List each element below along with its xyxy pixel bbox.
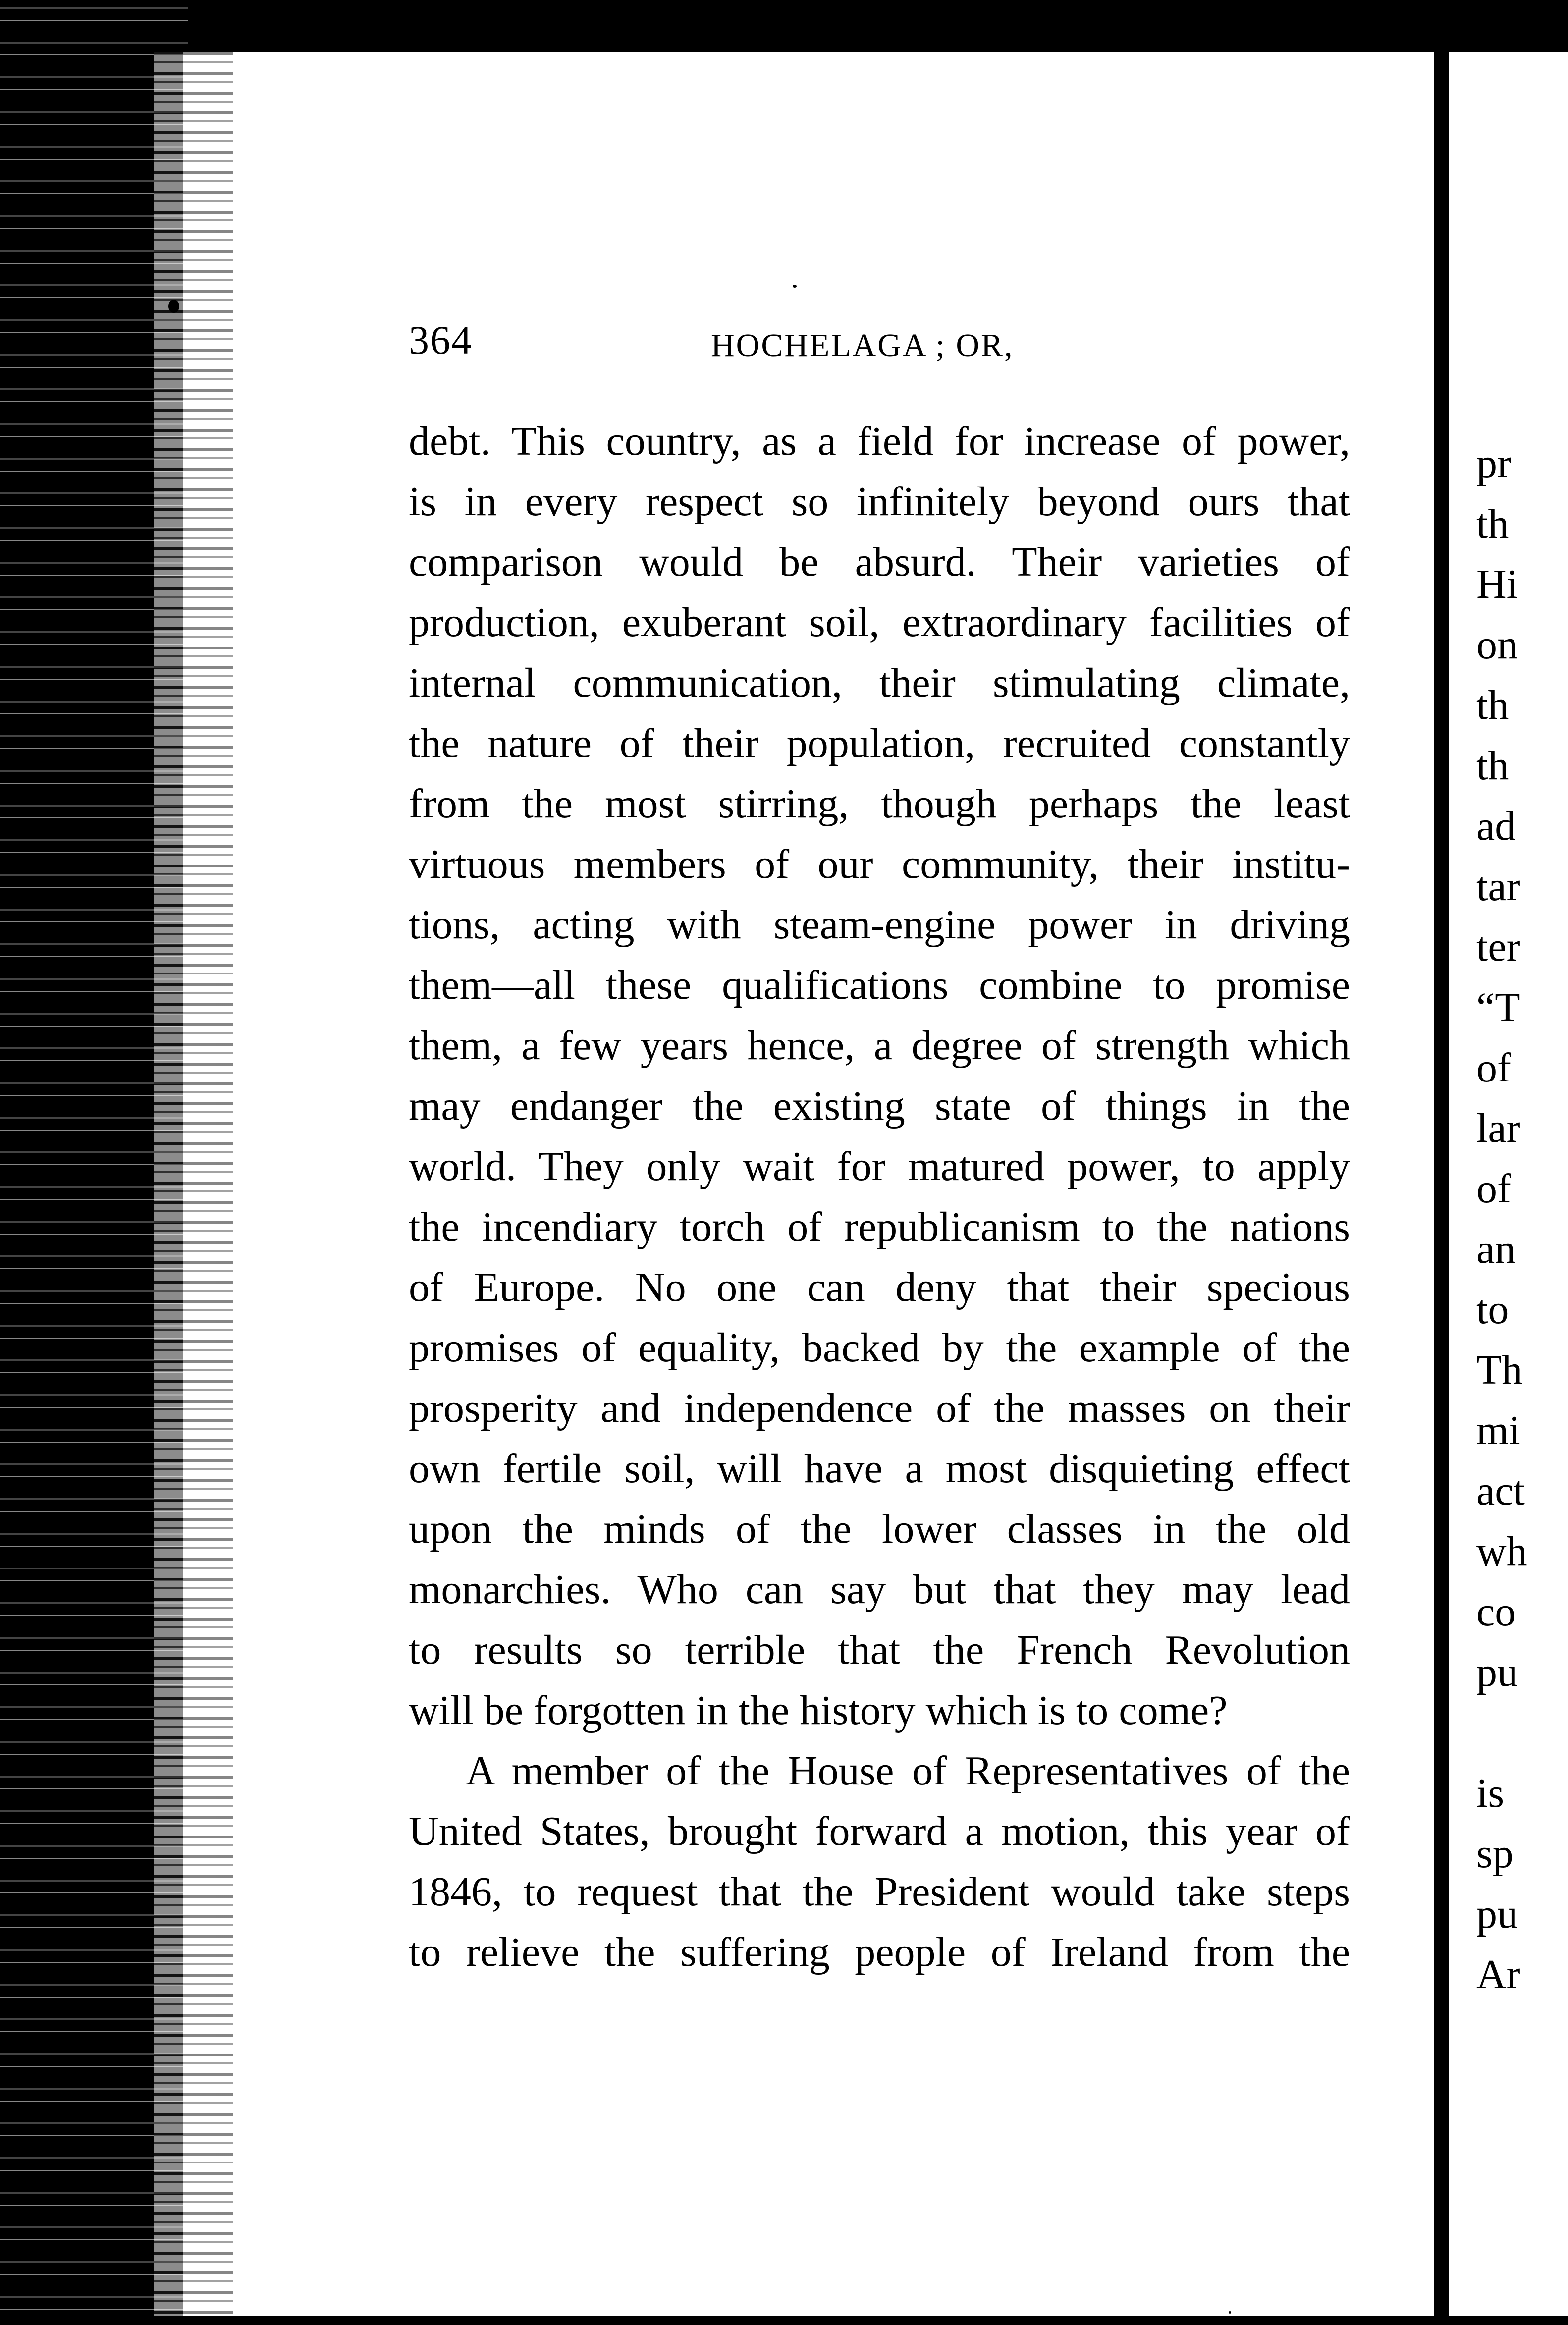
facing-text-fragment: “T — [1476, 984, 1520, 1030]
text-line: will be forgotten in the history which is to come? — [409, 1687, 1228, 1733]
text-line: monarchies. Who can say but that they may lead — [409, 1567, 1350, 1613]
facing-text-fragment: mi — [1476, 1407, 1520, 1454]
facing-text-fragment: pu — [1476, 1891, 1518, 1937]
facing-text-fragment: co — [1476, 1589, 1516, 1635]
facing-text-fragment: Th — [1476, 1347, 1523, 1393]
facing-text-fragment: th — [1476, 743, 1509, 789]
text-line: to results so terrible that the French Revolution — [409, 1627, 1350, 1673]
text-line: of Europe. No one can deny that their specious — [409, 1264, 1350, 1310]
text-line: production, exuberant soil, extraordinary facilities of — [409, 599, 1350, 646]
text-line: 1846, to request that the President would take steps — [409, 1869, 1350, 1915]
text-line: virtuous members of our community, their institu- — [409, 841, 1350, 887]
text-line: promises of equality, backed by the example of the — [409, 1325, 1350, 1371]
text-line: the nature of their population, recruited constantly — [409, 720, 1350, 766]
text-line: United States, brought forward a motion, this year of — [409, 1808, 1350, 1854]
text-line: own fertile soil, will have a most disquieting effect — [409, 1446, 1350, 1492]
ink-speck — [793, 285, 797, 288]
facing-text-fragment: pr — [1476, 440, 1511, 487]
text-line: tions, acting with steam-engine power in driving — [409, 902, 1350, 948]
facing-text-fragment: is — [1476, 1770, 1505, 1816]
text-line: upon the minds of the lower classes in the old — [409, 1506, 1350, 1552]
facing-text-fragment: to — [1476, 1287, 1509, 1333]
text-line: may endanger the existing state of things in the — [409, 1083, 1350, 1129]
ink-speck — [168, 300, 179, 313]
page-header — [409, 307, 1350, 381]
facing-text-fragment: sp — [1476, 1831, 1514, 1877]
text-line: the incendiary torch of republicanism to the nations — [409, 1204, 1350, 1250]
facing-text-fragment: lar — [1476, 1105, 1520, 1151]
facing-text-fragment: wh — [1476, 1528, 1527, 1574]
page-gutter — [1434, 0, 1449, 2325]
text-line: them—all these qualifications combine to promise — [409, 962, 1350, 1008]
text-line: debt. This country, as a field for increase of power, — [409, 418, 1350, 464]
text-line: prosperity and independence of the masses on their — [409, 1385, 1350, 1431]
facing-text-fragment: of — [1476, 1166, 1511, 1212]
facing-text-fragment: Ar — [1476, 1951, 1520, 1998]
running-title: HOCHELAGA ; OR, — [711, 327, 1014, 364]
page-number: 364 — [409, 318, 473, 363]
facing-text-fragment: an — [1476, 1226, 1516, 1272]
facing-text-fragment: pu — [1476, 1649, 1518, 1695]
text-line: comparison would be absurd. Their varieties of — [409, 539, 1350, 585]
facing-text-fragment: act — [1476, 1468, 1525, 1514]
text-line: them, a few years hence, a degree of strength which — [409, 1023, 1350, 1069]
facing-text-fragment: th — [1476, 682, 1509, 728]
ink-speck — [1229, 2311, 1231, 2314]
facing-text-fragment: ad — [1476, 803, 1516, 849]
text-line: to relieve the suffering people of Ireland from the — [409, 1929, 1350, 1975]
text-line: is in every respect so infinitely beyond ours that — [409, 479, 1350, 525]
paragraph-first-line: A member of the House of Representatives of the — [466, 1748, 1350, 1794]
facing-page-fragment — [1449, 52, 1568, 2316]
facing-text-fragment: th — [1476, 501, 1509, 547]
text-line: world. They only wait for matured power, to apply — [409, 1143, 1350, 1190]
facing-text-fragment: on — [1476, 622, 1518, 668]
facing-text-fragment: Hi — [1476, 561, 1518, 607]
body-text — [409, 411, 1350, 1983]
facing-text-fragment: of — [1476, 1045, 1511, 1091]
facing-text-fragment: ter — [1476, 924, 1520, 970]
facing-text-fragment: tar — [1476, 864, 1520, 910]
text-line: internal communication, their stimulating climate, — [409, 660, 1350, 706]
text-line: from the most stirring, though perhaps the least — [409, 781, 1350, 827]
